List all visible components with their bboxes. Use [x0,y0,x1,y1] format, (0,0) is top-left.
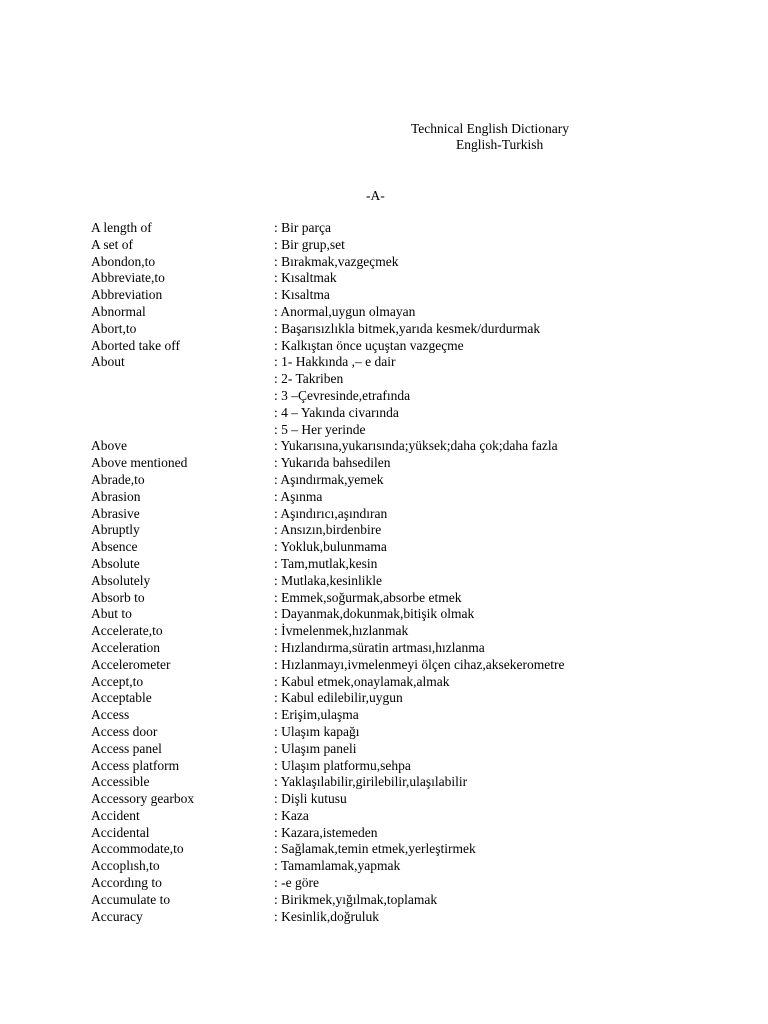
entry-definition: : Kabul etmek,onaylamak,almak [274,673,450,689]
entry-term: Accessible [91,774,150,790]
entry-term: Accidental [91,824,150,840]
dictionary-entry [91,858,751,875]
entry-definition: : Ulaşım kapağı [274,723,360,739]
dictionary-entry [91,724,751,741]
entry-definition: : Ulaşım platformu,sehpa [274,757,411,773]
entry-definition: : Ansızın,birdenbire [274,522,382,538]
entry-definition: : Dayanmak,dokunmak,bitişik olmak [274,606,475,622]
dictionary-entry [91,220,751,237]
entry-definition: : Aşındırıcı,aşındıran [274,505,388,521]
entry-definition: : Kalkıştan önce uçuştan vazgeçme [274,337,464,353]
dictionary-entry [91,623,751,640]
entry-term: Abrade,to [91,471,145,487]
entry-term: Abnormal [91,303,146,319]
entry-term: Access [91,707,130,723]
dictionary-entry [91,875,751,892]
dictionary-entry [91,270,751,287]
entry-definition: : 4 – Yakında civarında [274,404,399,420]
entry-term: Accordıng to [91,875,162,891]
entry-term: Accuracy [91,908,143,924]
entry-term: Accept,to [91,673,144,689]
dictionary-entry [91,606,751,623]
entry-term: Abrasion [91,488,141,504]
dictionary-entry [91,556,751,573]
entry-term: Aborted take off [91,337,180,353]
entry-definition: : Hızlanmayı,ivmelenmeyi ölçen cihaz,aksekerometre [274,656,565,672]
dictionary-entry [91,825,751,842]
entry-definition: : Birikmek,yığılmak,toplamak [274,891,438,907]
dictionary-entry [91,791,751,808]
entry-term [91,405,274,422]
entry-term: Absolute [91,555,140,571]
entry-term: About [91,354,125,370]
entry-term: Accelerate,to [91,623,163,639]
dictionary-entry [91,354,751,371]
entry-term: Abort,to [91,320,137,336]
entry-definition: : 1- Hakkında ,– e dair [274,354,396,370]
dictionary-entry [91,590,751,607]
entry-term: Abondon,to [91,253,156,269]
entry-term: Abbreviate,to [91,270,165,286]
dictionary-entry [91,808,751,825]
dictionary-entry [91,321,751,338]
entry-definition: : Kesinlik,doğruluk [274,908,379,924]
entry-definition: : -e göre [274,875,319,891]
dictionary-entry [91,640,751,657]
entry-term: Acceleration [91,639,160,655]
entry-definition: : Aşınma [274,488,323,504]
entry-definition: : Tamamlamak,yapmak [274,858,401,874]
entry-term: Accident [91,807,140,823]
entry-definition: : Kısaltma [274,287,330,303]
entry-definition: : Yukarıda bahsedilen [274,455,391,471]
entry-definition: : Tam,mutlak,kesin [274,555,378,571]
entry-term [91,371,274,388]
entry-term: Accumulate to [91,891,171,907]
entry-term: Above mentioned [91,455,188,471]
entry-term: A set of [91,236,133,252]
entry-definition: : Kaza [274,807,309,823]
dictionary-entry [91,338,751,355]
dictionary-entry [91,472,751,489]
entry-term [91,422,274,439]
dictionary-entry [91,388,751,405]
entry-definition: : Kabul edilebilir,uygun [274,690,403,706]
entry-definition: : Başarısızlıkla bitmek,yarıda kesmek/durdurmak [274,320,541,336]
dictionary-entry [91,707,751,724]
dictionary-entry [91,657,751,674]
dictionary-entry [91,506,751,523]
entry-term: Abbreviation [91,287,163,303]
entry-term: Absence [91,539,138,555]
dictionary-entry [91,304,751,321]
entry-term: Accelerometer [91,656,171,672]
dictionary-entry [91,674,751,691]
entry-term: Accoplısh,to [91,858,160,874]
entry-term: Accommodate,to [91,841,184,857]
entry-definition: : Aşındırmak,yemek [274,471,384,487]
dictionary-entry [91,489,751,506]
entry-definition: : Kısaltmak [274,270,337,286]
entry-term: Abrasive [91,505,140,521]
document-title: Technical English Dictionary [411,121,570,136]
entry-definition: : Kazara,istemeden [274,824,378,840]
dictionary-entry [91,287,751,304]
dictionary-entry [91,237,751,254]
entry-term: A length of [91,220,152,235]
entry-term: Access door [91,723,158,739]
dictionary-entry [91,405,751,422]
entry-definition: : Emmek,soğurmak,absorbe etmek [274,589,462,605]
section-heading: -A- [366,188,385,203]
dictionary-entry [91,455,751,472]
dictionary-entry [91,539,751,556]
dictionary-entry [91,371,751,388]
entry-definition: : 2- Takriben [274,371,344,387]
dictionary-entry [91,758,751,775]
entry-definition: : Bir grup,set [274,236,345,252]
dictionary-entry [91,690,751,707]
entry-term: Absolutely [91,572,151,588]
entry-definition: : 3 –Çevresinde,etrafında [274,387,411,403]
entry-term: Accessory gearbox [91,791,195,807]
entry-term: Abut to [91,606,132,622]
document-subtitle: English-Turkish [456,137,544,152]
entry-definition: : Bir parça [274,220,331,235]
entry-definition: : Yukarısına,yukarısında;yüksek;daha çok;daha fazla [274,438,558,454]
entry-definition: : Bırakmak,vazgeçmek [274,253,399,269]
entry-term: Abruptly [91,522,140,538]
entry-term: Absorb to [91,589,145,605]
dictionary-entry [91,254,751,271]
dictionary-entry [91,892,751,909]
entry-term: Above [91,438,127,454]
entry-term: Acceptable [91,690,152,706]
entry-term [91,388,274,405]
entry-definition: : Hızlandırma,süratin artması,hızlanma [274,639,485,655]
entry-definition: : Erişim,ulaşma [274,707,359,723]
dictionary-entry [91,522,751,539]
entry-definition: : Sağlamak,temin etmek,yerleştirmek [274,841,476,857]
dictionary-entry [91,438,751,455]
dictionary-entry [91,422,751,439]
dictionary-entry [91,841,751,858]
entry-definition: : 5 – Her yerinde [274,421,366,437]
entry-definition: : Ulaşım paneli [274,740,357,756]
dictionary-entry [91,774,751,791]
entry-term: Access panel [91,740,162,756]
entry-definition: : İvmelenmek,hızlanmak [274,623,409,639]
dictionary-entry-list [91,220,751,925]
dictionary-entry [91,909,751,926]
dictionary-entry [91,741,751,758]
dictionary-entry [91,573,751,590]
entry-definition: : Dişli kutusu [274,791,347,807]
entry-definition: : Anormal,uygun olmayan [274,303,416,319]
entry-term: Access platform [91,757,180,773]
entry-definition: : Yaklaşılabilir,girilebilir,ulaşılabilir [274,774,468,790]
entry-definition: : Yokluk,bulunmama [274,539,387,555]
entry-definition: : Mutlaka,kesinlikle [274,572,382,588]
